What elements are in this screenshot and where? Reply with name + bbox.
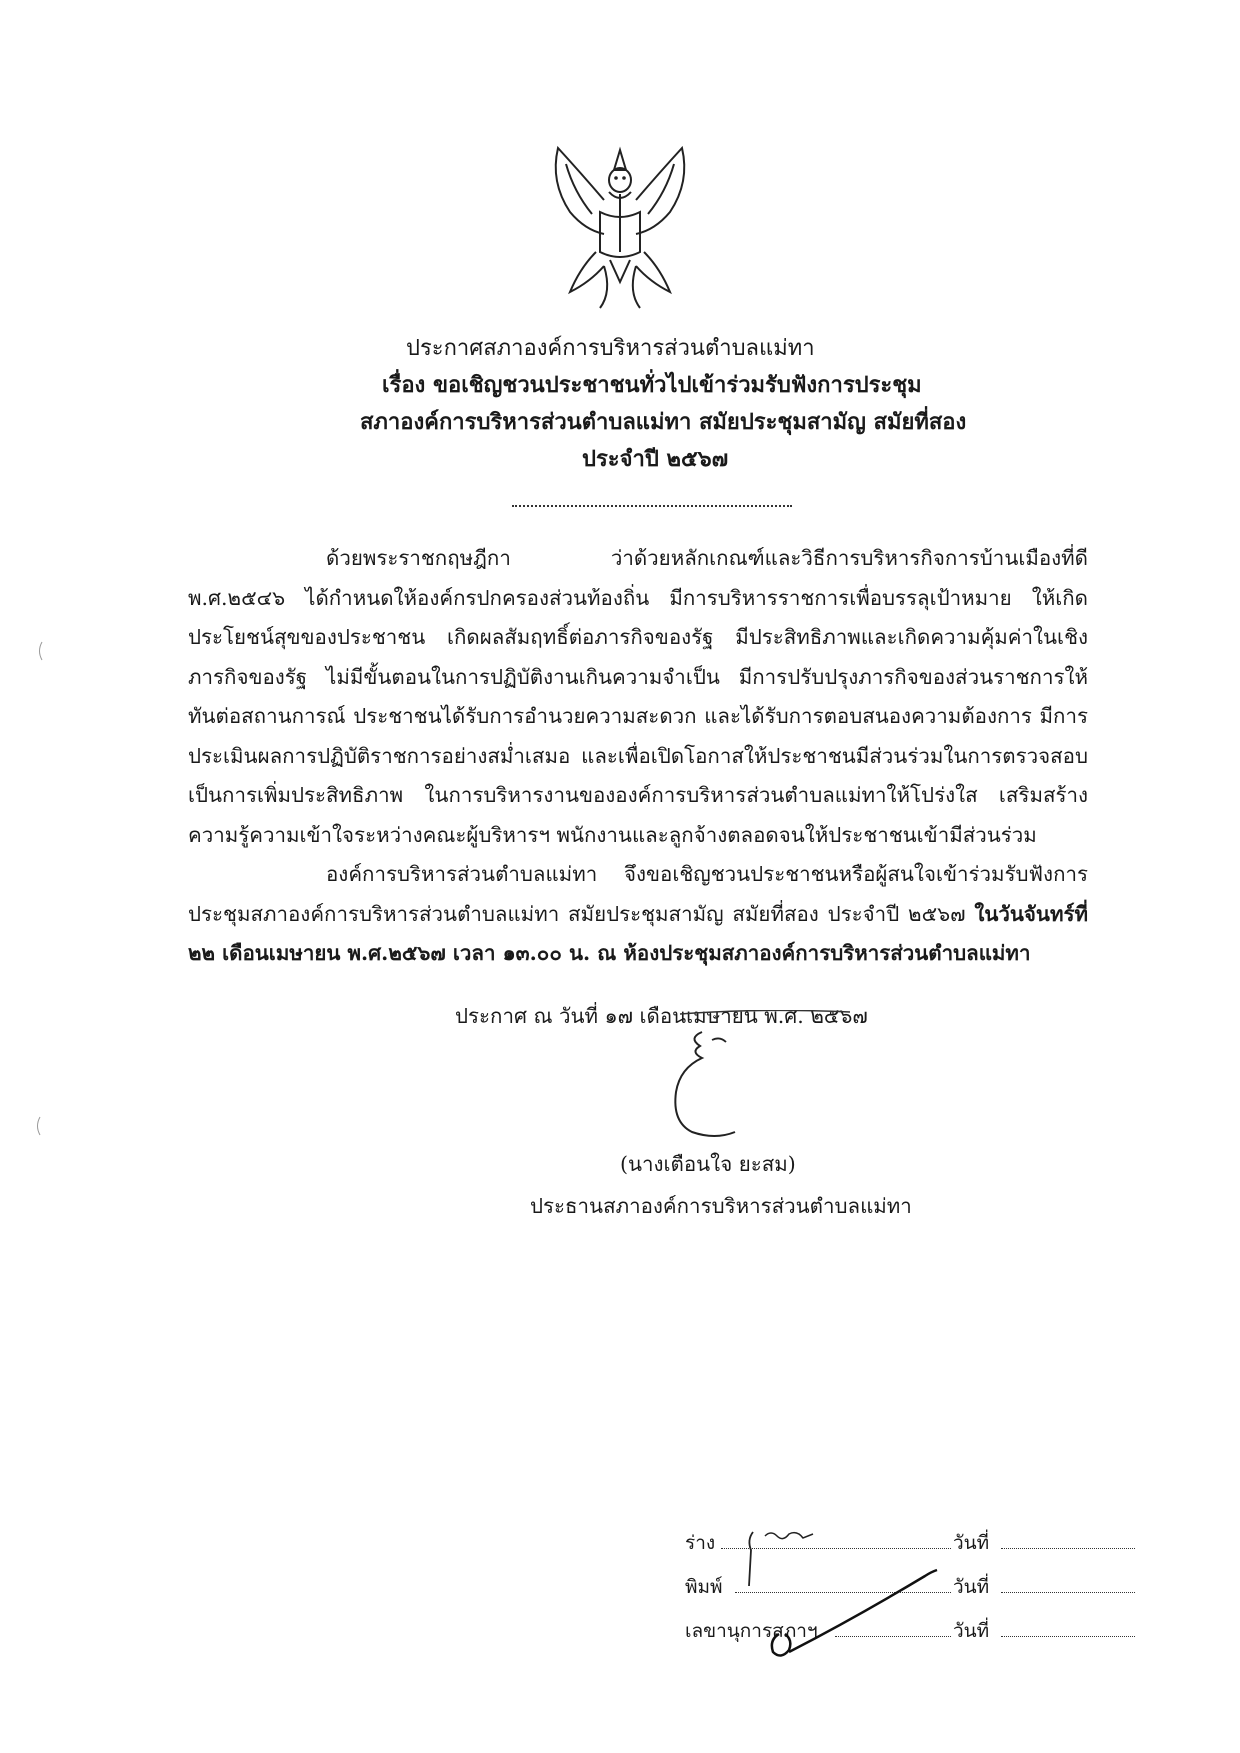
routing-initials	[685, 1528, 1135, 1668]
signer-name: (นางเตือนใจ ยะสม)	[620, 1152, 796, 1176]
title-line-3: สภาองค์การบริหารส่วนตำบลแม่ทา สมัยประชุมสามัญ สมัยที่สอง	[360, 409, 967, 435]
title-line-1: ประกาศสภาองค์การบริหารส่วนตำบลแม่ทา	[406, 336, 815, 361]
margin-artifact	[36, 640, 44, 662]
draft-date-label: วันที่	[953, 1532, 990, 1554]
title-line-2: เรื่อง ขอเชิญชวนประชาชนทั่วไปเข้าร่วมรับฟังการประชุม	[382, 372, 922, 398]
handwritten-signature	[640, 1010, 880, 1145]
signer-title: ประธานสภาองค์การบริหารส่วนตำบลแม่ทา	[530, 1194, 912, 1218]
paragraph-2-text: องค์การบริหารส่วนตำบลแม่ทา จึงขอเชิญชวนประชาชนหรือผู้สนใจเข้าร่วมรับฟังการประชุมสภาองค์การบริหารส่วนตำบลแม่ทา สมัยประชุมสามัญ สมัยที่สอง ประจำปี ๒๕๖๗	[188, 862, 1088, 926]
meeting-date-text: ในวันจันทร์ที่ ๒๒ เดือนเมษายน พ.ศ.๒๕๖๗ เวลา ๑๓.๐๐ น. ณ ห้องประชุมสภาองค์การบริหารส่วนตำบลแม่ทา	[188, 901, 1088, 965]
body-paragraph-1: ด้วยพระราชกฤษฎีกา ว่าด้วยหลักเกณฑ์และวิธีการบริหารกิจการบ้านเมืองที่ดี พ.ศ.๒๕๔๖ ได้กำหนดให้องค์กรปกครองส่วนท้องถิ่น มีการบริหารราชการเพื่อบรรลุเป้าหมาย ให้เกิดประโยชน์สุขของประชาชน เกิดผลสัมฤทธิ์ต่อภารกิจของรัฐ มีประสิทธิภาพและเกิดความคุ้มค่าในเชิงภารกิจของรัฐ ไม่มีขั้นตอนในการปฏิบัติงานเกินความจำเป็น มีการปรับปรุงภารกิจของส่วนราชการให้ทันต่อสถานการณ์ ประชาชนได้รับการอำนวยความสะดวก และได้รับการตอบสนองความต้องการ มีการประเมินผลการปฏิบัติราชการอย่างสม่ำเสมอ และเพื่อเปิดโอกาสให้ประชาชนมีส่วนร่วมในการตรวจสอบ เป็นการเพิ่มประสิทธิภาพ ในการบริหารงานขององค์การบริหารส่วนตำบลแม่ทาให้โปร่งใส เสริมสร้างความรู้ความเข้าใจระหว่างคณะผู้บริหารฯ พนักงานและลูกจ้างตลอดจนให้ประชาชนเข้ามีส่วนร่วม	[188, 546, 1088, 847]
title-line-4: ประจำปี ๒๕๖๗	[582, 446, 729, 472]
print-label: พิมพ์	[685, 1576, 723, 1598]
announcement-title	[360, 330, 967, 478]
body-paragraph-2	[188, 855, 1088, 974]
garuda-emblem-icon	[540, 142, 700, 312]
draft-label: ร่าง	[685, 1532, 716, 1554]
announcement-date: ประกาศ ณ วันที่ ๑๗ เดือนเมษายน พ.ศ. ๒๕๖๗	[455, 1004, 868, 1028]
secretary-label: เลขานุการสภาฯ	[685, 1620, 818, 1642]
margin-artifact	[34, 1115, 42, 1137]
secretary-date-label: วันที่	[953, 1620, 990, 1642]
print-date-label: วันที่	[953, 1576, 990, 1598]
announcement-body	[188, 539, 1088, 974]
title-separator	[512, 495, 792, 507]
